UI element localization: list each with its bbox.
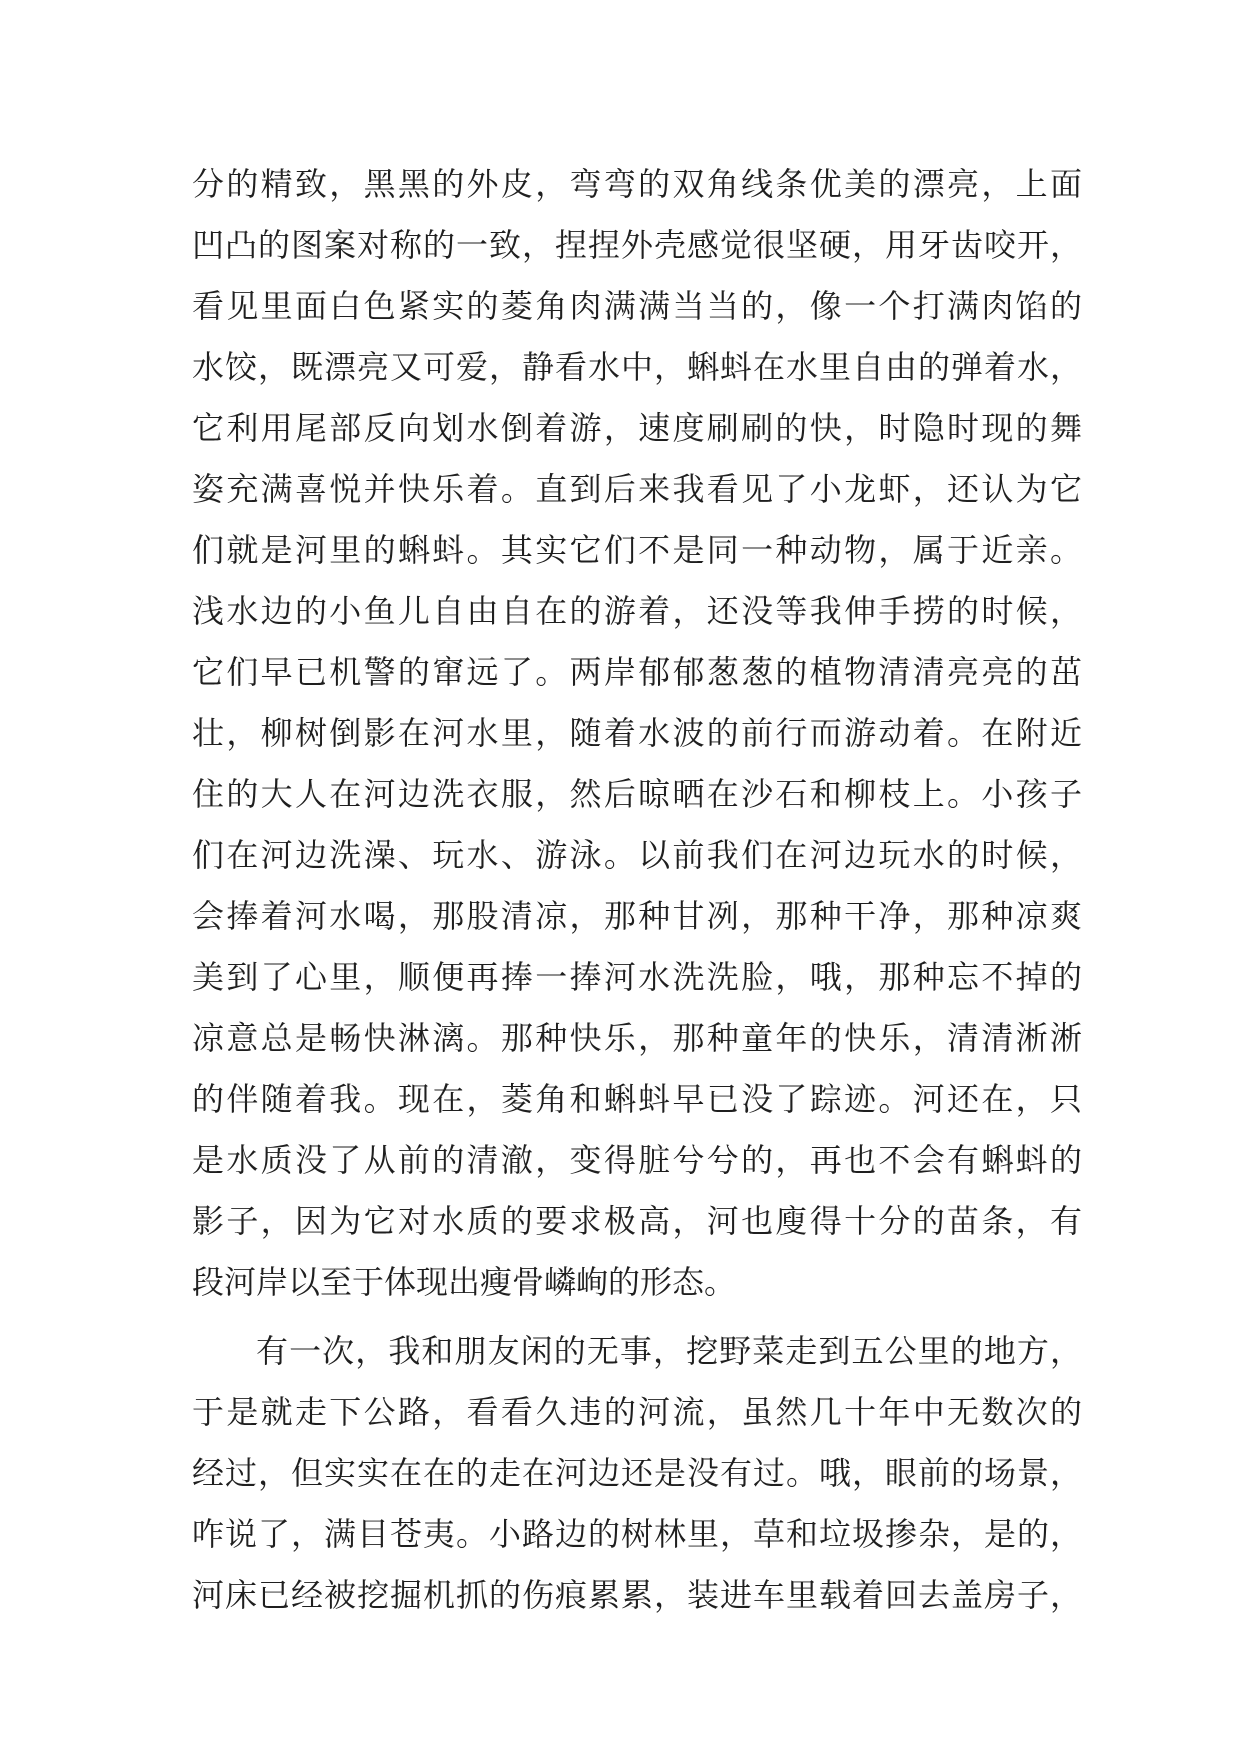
text-line: 咋说了，满目苍夷。小路边的树林里，草和垃圾掺杂，是的， (192, 1515, 1082, 1553)
text-line: 美到了心里，顺便再捧一捧河水洗洗脸，哦，那种忘不掉的 (192, 958, 1082, 996)
text-line: 们在河边洗澡、玩水、游泳。以前我们在河边玩水的时候， (192, 836, 1082, 874)
text-line: 有一次，我和朋友闲的无事，挖野菜走到五公里的地方， (256, 1332, 1082, 1370)
paragraph (192, 1321, 1082, 1626)
text-line: 经过，但实实在在的走在河边还是没有过。哦，眼前的场景， (192, 1454, 1082, 1492)
paragraph-spacer (192, 1313, 1082, 1321)
document-body (192, 154, 1082, 1626)
text-line: 壮，柳树倒影在河水里，随着水波的前行而游动着。在附近 (192, 714, 1082, 752)
text-line: 影子，因为它对水质的要求极高，河也廋得十分的苗条，有 (192, 1202, 1082, 1240)
text-line: 分的精致，黑黑的外皮，弯弯的双角线条优美的漂亮，上面 (192, 165, 1082, 203)
text-line: 姿充满喜悦并快乐着。直到后来我看见了小龙虾，还认为它 (192, 470, 1082, 508)
text-line: 凉意总是畅快淋漓。那种快乐，那种童年的快乐，清清淅淅 (192, 1019, 1082, 1057)
text-line: 水饺，既漂亮又可爱，静看水中，蝌蚪在水里自由的弹着水， (192, 348, 1082, 386)
paragraph (192, 154, 1082, 1313)
text-line: 们就是河里的蝌蚪。其实它们不是同一种动物，属于近亲。 (192, 531, 1082, 569)
text-line: 是水质没了从前的清澈，变得脏兮兮的，再也不会有蝌蚪的 (192, 1141, 1082, 1179)
text-line: 住的大人在河边洗衣服，然后晾晒在沙石和柳枝上。小孩子 (192, 775, 1082, 813)
text-line: 浅水边的小鱼儿自由自在的游着，还没等我伸手捞的时候， (192, 592, 1082, 630)
text-line: 它利用尾部反向划水倒着游，速度刷刷的快，时隐时现的舞 (192, 409, 1082, 447)
text-line: 看见里面白色紧实的菱角肉满满当当的，像一个打满肉馅的 (192, 287, 1082, 325)
text-line: 它们早已机警的窜远了。两岸郁郁葱葱的植物清清亮亮的茁 (192, 653, 1082, 691)
text-line: 凹凸的图案对称的一致，捏捏外壳感觉很坚硬，用牙齿咬开， (192, 226, 1082, 264)
text-line: 河床已经被挖掘机抓的伤痕累累，装进车里载着回去盖房子， (192, 1576, 1082, 1614)
text-line: 于是就走下公路，看看久违的河流，虽然几十年中无数次的 (192, 1393, 1082, 1431)
text-line: 的伴随着我。现在，菱角和蝌蚪早已没了踪迹。河还在，只 (192, 1080, 1082, 1118)
text-line: 段河岸以至于体现出瘦骨嶙峋的形态。 (192, 1263, 737, 1301)
text-line: 会捧着河水喝，那股清凉，那种甘冽，那种干净，那种凉爽 (192, 897, 1082, 935)
